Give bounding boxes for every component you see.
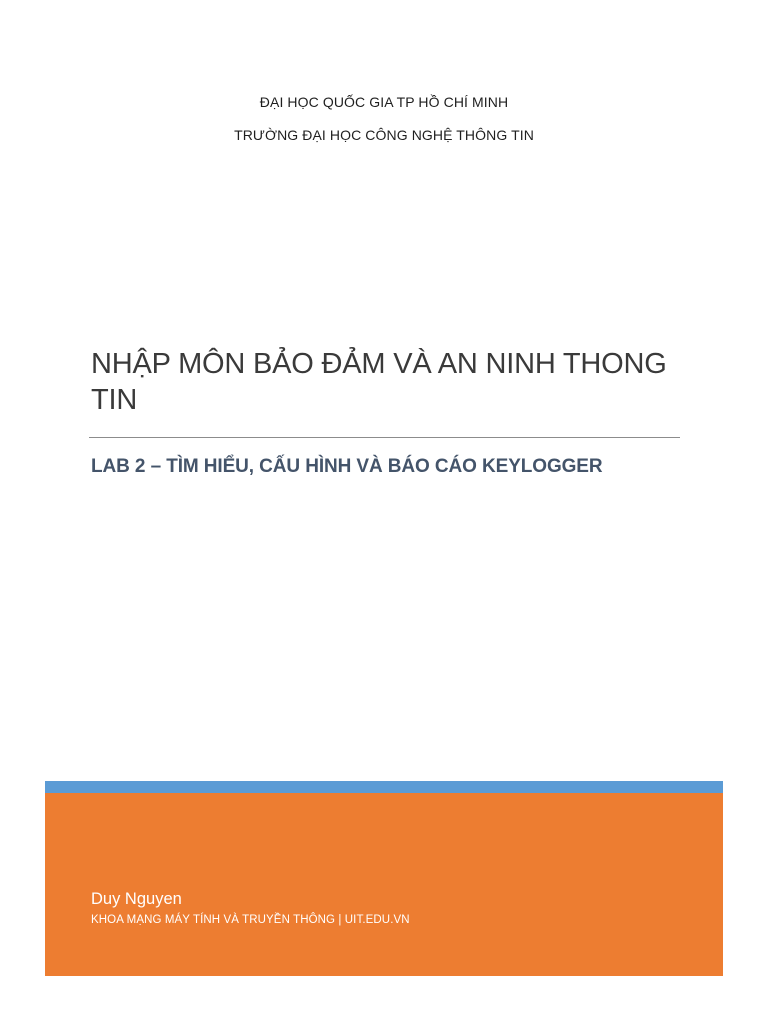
title-divider	[89, 437, 680, 438]
organization-line: KHOA MẠNG MÁY TÍNH VÀ TRUYỀN THÔNG | UIT.EDU.VN	[91, 914, 410, 926]
footer-accent-band	[45, 781, 723, 793]
footer-panel	[45, 793, 723, 976]
school-name: TRƯỜNG ĐẠI HỌC CÔNG NGHỆ THÔNG TIN	[234, 127, 534, 143]
document-subtitle: LAB 2 – TÌM HIỂU, CẤU HÌNH VÀ BÁO CÁO KEYLOGGER	[91, 456, 603, 477]
institution-header	[0, 92, 768, 145]
document-title: NHẬP MÔN BẢO ĐẢM VÀ AN NINH THONG TIN	[91, 348, 667, 416]
author-name: Duy Nguyen	[91, 890, 182, 908]
university-name: ĐẠI HỌC QUỐC GIA TP HỒ CHÍ MINH	[259, 94, 509, 110]
